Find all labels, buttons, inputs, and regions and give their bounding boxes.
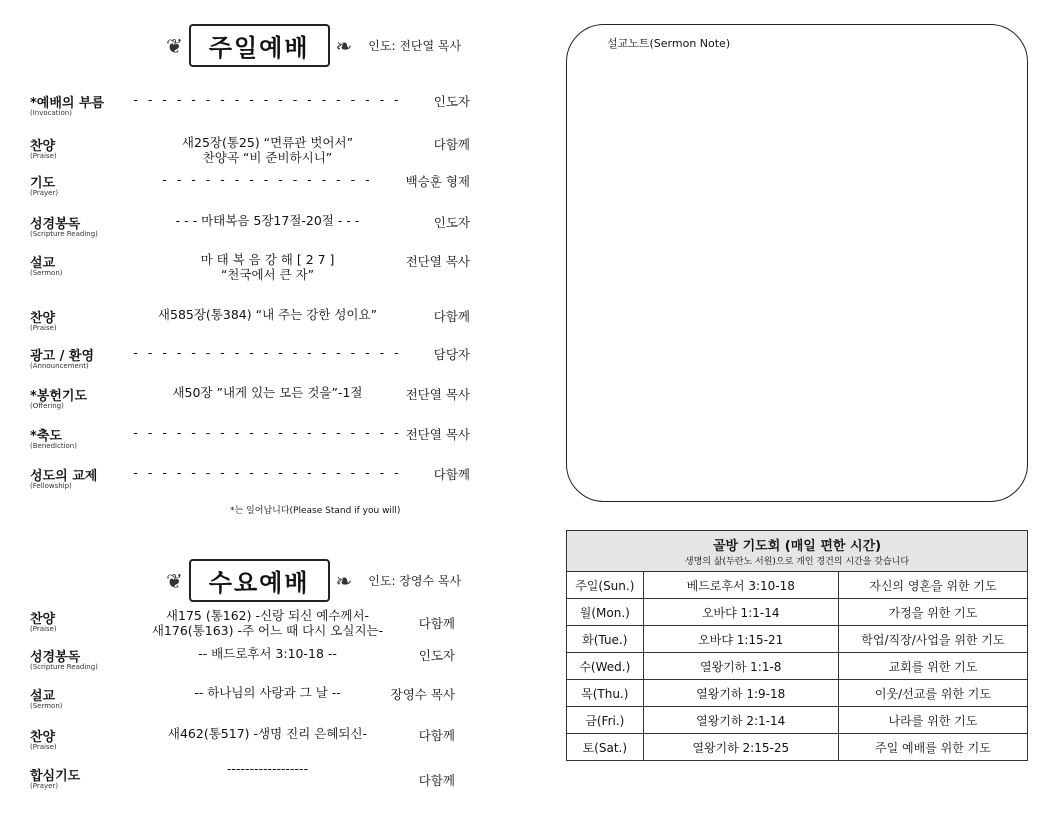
item-person: 다함께 bbox=[433, 467, 470, 482]
sunday-title-area bbox=[160, 24, 461, 67]
item-title: 합심기도 bbox=[30, 769, 81, 784]
item-content bbox=[125, 92, 410, 107]
service-row bbox=[30, 213, 470, 247]
prayer-row bbox=[567, 572, 1028, 599]
prayer-topic: 자신의 영혼을 위한 기도 bbox=[838, 572, 1027, 599]
item-title: 찬양 bbox=[30, 311, 56, 326]
item-english: (Scripture Reading) bbox=[30, 230, 98, 238]
item-title: 찬양 bbox=[30, 139, 56, 154]
prayer-table-subtitle: 생명의 삶(두란노 서원)으로 개인 경건의 시간을 갖습니다 bbox=[684, 557, 910, 567]
item-person: 다함께 bbox=[418, 773, 455, 788]
item-english: (Sermon) bbox=[30, 269, 63, 277]
prayer-day: 목(Thu.) bbox=[567, 680, 644, 707]
prayer-day: 월(Mon.) bbox=[567, 599, 644, 626]
prayer-topic: 학업/직장/사업을 위한 기도 bbox=[838, 626, 1027, 653]
item-english: (Prayer) bbox=[30, 189, 59, 197]
prayer-day: 주일(Sun.) bbox=[567, 572, 644, 599]
service-row bbox=[30, 92, 470, 126]
item-content bbox=[125, 213, 410, 228]
item-content-line: 찬양곡 “비 준비하시니” bbox=[202, 150, 333, 165]
item-person: 다함께 bbox=[433, 309, 470, 324]
item-content-line: 새585장(통384) “내 주는 강한 성이요” bbox=[157, 307, 378, 322]
item-title: 찬양 bbox=[30, 612, 56, 627]
prayer-row bbox=[567, 653, 1028, 680]
ornament-right-icon: ❧ bbox=[335, 568, 353, 593]
prayer-topic: 교회를 위한 기도 bbox=[838, 653, 1027, 680]
service-row bbox=[30, 726, 455, 760]
prayer-topic: 이웃/선교를 위한 기도 bbox=[838, 680, 1027, 707]
item-title: 설교 bbox=[30, 256, 56, 271]
item-content bbox=[125, 761, 410, 776]
item-person: 인도자 bbox=[433, 215, 470, 230]
prayer-topic: 주일 예배를 위한 기도 bbox=[838, 734, 1027, 761]
prayer-row bbox=[567, 707, 1028, 734]
item-person: 다함께 bbox=[433, 137, 470, 152]
prayer-row bbox=[567, 680, 1028, 707]
item-english: (Benediction) bbox=[30, 442, 77, 450]
item-content-line: - - - - - - - - - - - - - - - bbox=[162, 172, 373, 187]
item-person: 장영수 목사 bbox=[390, 687, 455, 702]
item-content bbox=[125, 345, 410, 360]
sunday-leader: 인도: 전단열 목사 bbox=[368, 39, 462, 53]
item-title: 기도 bbox=[30, 176, 56, 191]
item-content-line: - - - - - - - - - - - - - - - - - - - bbox=[133, 465, 402, 480]
item-title: 설교 bbox=[30, 689, 56, 704]
item-title: 성경봉독 bbox=[30, 217, 81, 232]
item-content bbox=[125, 425, 410, 440]
prayer-passage: 오바댜 1:1-14 bbox=[643, 599, 838, 626]
service-row bbox=[30, 135, 470, 169]
prayer-day: 금(Fri.) bbox=[567, 707, 644, 734]
service-row bbox=[30, 761, 455, 799]
item-content-line: - - - 마태복음 5장17절-20절 - - - bbox=[175, 213, 360, 228]
item-content-line: 새50장 ”내게 있는 모든 것을”-1절 bbox=[172, 385, 363, 400]
item-english: (Praise) bbox=[30, 152, 57, 160]
item-english: (Sermon) bbox=[30, 702, 63, 710]
item-content bbox=[125, 385, 410, 400]
service-row bbox=[30, 685, 455, 719]
ornament-right-icon: ❧ bbox=[335, 33, 353, 58]
prayer-topic: 나라를 위한 기도 bbox=[838, 707, 1027, 734]
prayer-table-header bbox=[567, 531, 1028, 572]
item-title: 광고 / 환영 bbox=[30, 349, 95, 364]
service-row bbox=[30, 345, 470, 379]
service-row bbox=[30, 465, 470, 499]
item-english: (Announcement) bbox=[30, 362, 89, 370]
item-english: (Prayer) bbox=[30, 782, 59, 790]
prayer-day: 화(Tue.) bbox=[567, 626, 644, 653]
prayer-topic: 가정을 위한 기도 bbox=[838, 599, 1027, 626]
prayer-row bbox=[567, 626, 1028, 653]
service-row bbox=[30, 252, 470, 286]
item-content-line: - - - - - - - - - - - - - - - - - - - bbox=[133, 345, 402, 360]
item-person: 백승훈 형제 bbox=[405, 174, 470, 189]
item-english: (Fellowship) bbox=[30, 482, 72, 490]
item-content bbox=[125, 646, 410, 661]
item-content-line: 새175 (통162) -신랑 되신 예수께서- bbox=[165, 608, 370, 623]
item-title: 찬양 bbox=[30, 730, 56, 745]
item-title: 성도의 교제 bbox=[30, 469, 98, 484]
ornament-left-icon: ❦ bbox=[166, 33, 183, 58]
item-person: 인도자 bbox=[433, 94, 470, 109]
service-row bbox=[30, 425, 470, 459]
item-content-line: 새176(통163) -주 어느 때 다시 오실지는- bbox=[151, 623, 384, 638]
item-content bbox=[125, 135, 410, 165]
prayer-passage: 열왕기하 2:15-25 bbox=[643, 734, 838, 761]
item-person: 전단열 목사 bbox=[405, 427, 470, 442]
service-row bbox=[30, 608, 455, 642]
prayer-row bbox=[567, 599, 1028, 626]
item-person: 전단열 목사 bbox=[405, 387, 470, 402]
prayer-day: 토(Sat.) bbox=[567, 734, 644, 761]
item-content-line: 새462(통517) -생명 진리 은혜되신- bbox=[167, 726, 368, 741]
item-person: 다함께 bbox=[418, 616, 455, 631]
sermon-note-box[interactable] bbox=[566, 24, 1028, 502]
wednesday-leader: 인도: 장영수 목사 bbox=[368, 574, 462, 588]
prayer-table-title: 골방 기도회 (매일 편한 시간) bbox=[712, 539, 882, 554]
item-title: *봉헌기도 bbox=[30, 389, 88, 404]
prayer-row bbox=[567, 734, 1028, 761]
item-content-line: 마 태 복 음 강 해 [ 2 7 ] bbox=[200, 252, 335, 267]
item-english: (Praise) bbox=[30, 324, 57, 332]
service-row bbox=[30, 172, 470, 206]
prayer-passage: 열왕기하 2:1-14 bbox=[643, 707, 838, 734]
item-english: (Praise) bbox=[30, 743, 57, 751]
wednesday-title-area bbox=[160, 559, 461, 602]
item-content-line: ------------------ bbox=[226, 761, 309, 776]
prayer-day: 수(Wed.) bbox=[567, 653, 644, 680]
item-content-line: -- 배드로후서 3:10-18 -- bbox=[198, 646, 337, 661]
item-english: (Praise) bbox=[30, 625, 57, 633]
item-content bbox=[125, 252, 410, 282]
item-title: *예배의 부름 bbox=[30, 96, 105, 111]
item-content bbox=[125, 172, 410, 187]
prayer-passage: 열왕기하 1:9-18 bbox=[643, 680, 838, 707]
ornament-left-icon: ❦ bbox=[166, 568, 183, 593]
item-title: *축도 bbox=[30, 429, 62, 444]
item-content bbox=[125, 608, 410, 638]
item-content-line: 새25장(통25) “면류관 벗어서” bbox=[181, 135, 354, 150]
sunday-title: 주일예배 bbox=[189, 24, 330, 67]
prayer-passage: 베드로후서 3:10-18 bbox=[643, 572, 838, 599]
service-row bbox=[30, 307, 470, 341]
prayer-table bbox=[566, 530, 1028, 761]
item-content bbox=[125, 307, 410, 322]
item-person: 전단열 목사 bbox=[405, 254, 470, 269]
item-person: 인도자 bbox=[418, 648, 455, 663]
item-content-line: - - - - - - - - - - - - - - - - - - - bbox=[133, 92, 402, 107]
service-row bbox=[30, 385, 470, 419]
wednesday-title: 수요예배 bbox=[189, 559, 330, 602]
item-content bbox=[125, 726, 410, 741]
item-english: (Offering) bbox=[30, 402, 64, 410]
item-content-line: -- 하나님의 사랑과 그 날 -- bbox=[194, 685, 341, 700]
stand-note: *는 일어납니다(Please Stand if you will) bbox=[230, 506, 401, 516]
item-content-line: - - - - - - - - - - - - - - - - - - - bbox=[133, 425, 402, 440]
item-person: 다함께 bbox=[418, 728, 455, 743]
item-content bbox=[125, 465, 410, 480]
item-person: 담당자 bbox=[433, 347, 470, 362]
item-title: 성경봉독 bbox=[30, 650, 81, 665]
prayer-passage: 열왕기하 1:1-8 bbox=[643, 653, 838, 680]
item-english: (Invocation) bbox=[30, 109, 72, 117]
item-english: (Scripture Reading) bbox=[30, 663, 98, 671]
item-content-line: “천국에서 큰 자” bbox=[220, 267, 315, 282]
item-content bbox=[125, 685, 410, 700]
prayer-passage: 오바댜 1:15-21 bbox=[643, 626, 838, 653]
sermon-note-label: 설교노트(Sermon Note) bbox=[607, 37, 731, 50]
service-row bbox=[30, 646, 455, 680]
